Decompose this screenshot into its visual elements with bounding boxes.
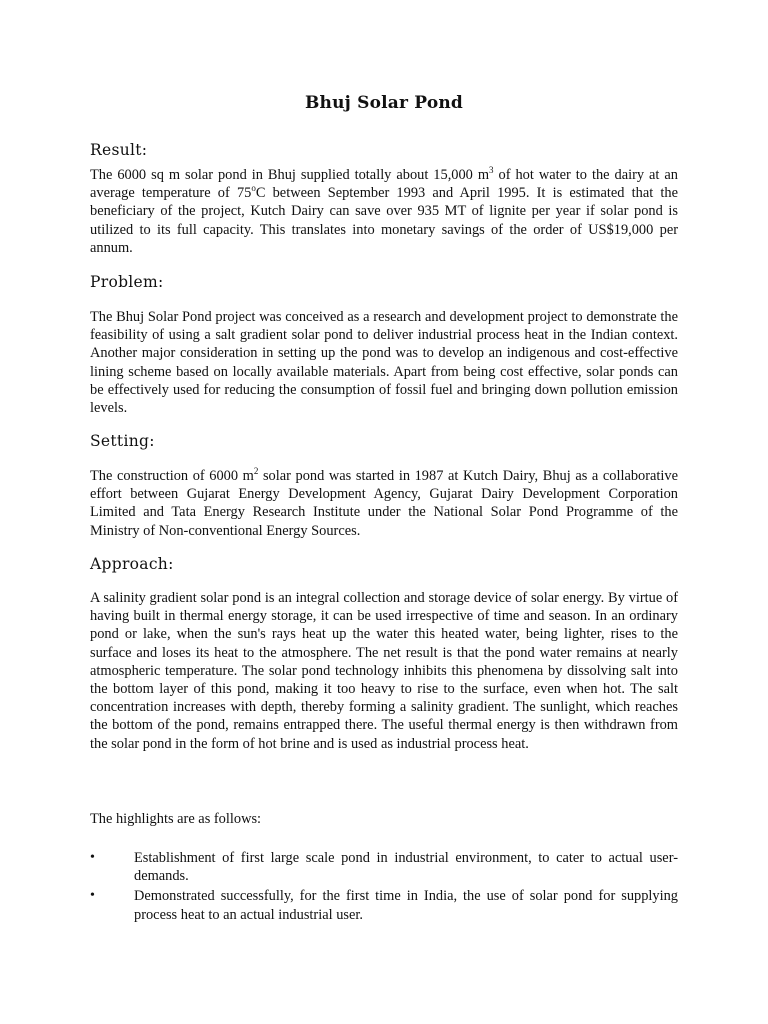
problem-heading: Problem: [90,273,164,291]
setting-text-part-1: The construction of 6000 m [90,468,254,484]
list-item-text: Demonstrated successfully, for the first time in India, the use of solar pond for supplying process heat to an actual industrial user. [134,888,678,923]
degree-superscript: o [251,183,256,194]
approach-heading: Approach: [90,555,174,573]
result-heading: Result: [90,141,148,159]
cubic-superscript: 3 [489,165,494,176]
setting-heading: Setting: [90,432,155,450]
list-item [90,887,678,923]
bullet-icon: • [90,850,95,865]
approach-paragraph: A salinity gradient solar pond is an integral collection and storage device of solar energy. By virtue of having built in thermal energy storage, it can be used irrespective of time and season. In an ordinary pond or lake, when the sun's rays heat up the water this heated water, being lighter, rises to the surface and loses its heat to the atmosphere. The net result is that the pond water remains at nearly atmospheric temperature. The solar pond technology inhibits this phenomena by dissolving salt into the bottom layer of this pond, making it too heavy to rise to the surface, even when hot. The salt concentration increases with depth, thereby forming a salinity gradient. The sunlight, which reaches the bottom of the pond, remains entrapped there. The useful thermal energy is then withdrawn from the solar pond in the form of hot brine and is used as industrial process heat. [90,590,678,752]
list-item [90,849,678,885]
highlights-intro: The highlights are as follows: [90,811,262,827]
result-text-part-2: of hot water to the dairy at an average temperature of 75 [90,167,678,202]
document-title: Bhuj Solar Pond [304,93,464,113]
result-text-part-3: C between September 1993 and April 1995. It is estimated that the beneficiary of the project, Kutch Dairy can save over 935 MT of lignite per year if solar pond is utilized to its full capacity. This translates into monetary savings of the order of US$19,000 per annum. [90,185,678,256]
setting-paragraph [90,467,678,540]
result-paragraph [90,166,678,257]
bullet-icon: • [90,888,95,904]
problem-paragraph: The Bhuj Solar Pond project was conceived as a research and development project to demonstrate the feasibility of using a salt gradient solar pond to deliver industrial process heat in the Indian context. Another major consideration in setting up the pond was to develop an indigenous and cost-effective lining scheme based on locally available materials. Apart from being cost effective, solar ponds can be effectively used for reducing the consumption of fossil fuel and bringing down pollution emission levels. [90,309,678,417]
list-item-text: Establishment of first large scale pond in industrial environment, to cater to actual user-demands. [134,850,678,885]
setting-text-part-2: solar pond was started in 1987 at Kutch Dairy, Bhuj as a collaborative effort between Gujarat Energy Development Agency, Gujarat Dairy Development Corporation Limited and Tata Energy Research Institute under the National Solar Pond Programme of the Ministry of Non-conventional Energy Sources. [90,468,678,539]
result-text-part-1: The 6000 sq m solar pond in Bhuj supplied totally about 15,000 m [90,167,490,183]
highlights-list [90,849,678,926]
square-superscript: 2 [253,466,259,477]
